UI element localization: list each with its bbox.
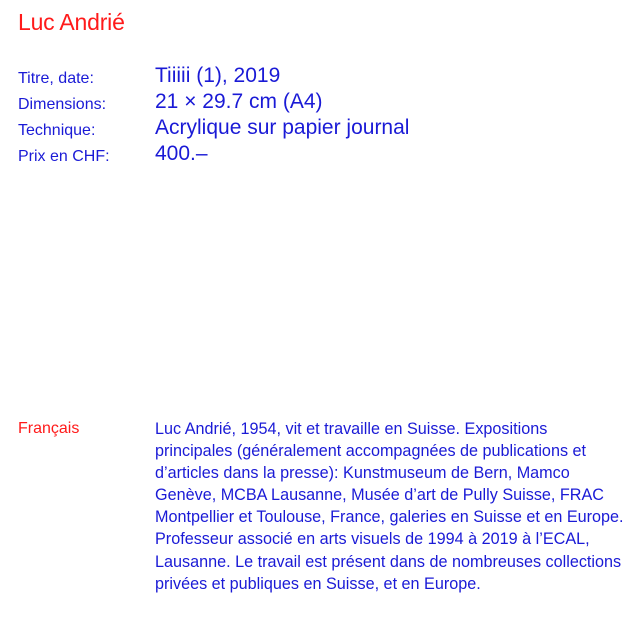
spec-row-price bbox=[18, 142, 628, 168]
spec-value-title: Tiiiii (1), 2019 bbox=[155, 64, 281, 87]
spec-label-dimensions: Dimensions: bbox=[18, 96, 107, 113]
spec-row-technique bbox=[18, 116, 628, 142]
artwork-specs bbox=[18, 64, 628, 168]
spec-row-title bbox=[18, 64, 628, 90]
bio-text: Luc Andrié, 1954, vit et travaille en Suisse. Expositions principales (généralement accompagnées de publications et d’articles dans la presse): Kunstmuseum de Bern, Mamco Genève, MCBA Lausanne, Musée d’art de Pully Suisse, FRAC Montpellier et Toulouse, France, galeries en Suisse et en Europe. Professeur associé en arts visuels de 1994 à 2019 à l’ECAL, Lausanne. Le travail est présent dans de nombreuses collections privées et publiques en Suisse, et en Europe. bbox=[155, 420, 624, 593]
spec-label-title: Titre, date: bbox=[18, 70, 94, 87]
spec-value-technique: Acrylique sur papier journal bbox=[155, 116, 410, 139]
artist-name: Luc Andrié bbox=[18, 9, 125, 35]
spec-row-dimensions bbox=[18, 90, 628, 116]
bio-language-label: Français bbox=[18, 420, 80, 437]
spec-label-price: Prix en CHF: bbox=[18, 148, 110, 165]
spec-value-price: 400.– bbox=[155, 142, 208, 165]
spec-label-technique: Technique: bbox=[18, 122, 96, 139]
spec-value-dimensions: 21 × 29.7 cm (A4) bbox=[155, 90, 323, 113]
